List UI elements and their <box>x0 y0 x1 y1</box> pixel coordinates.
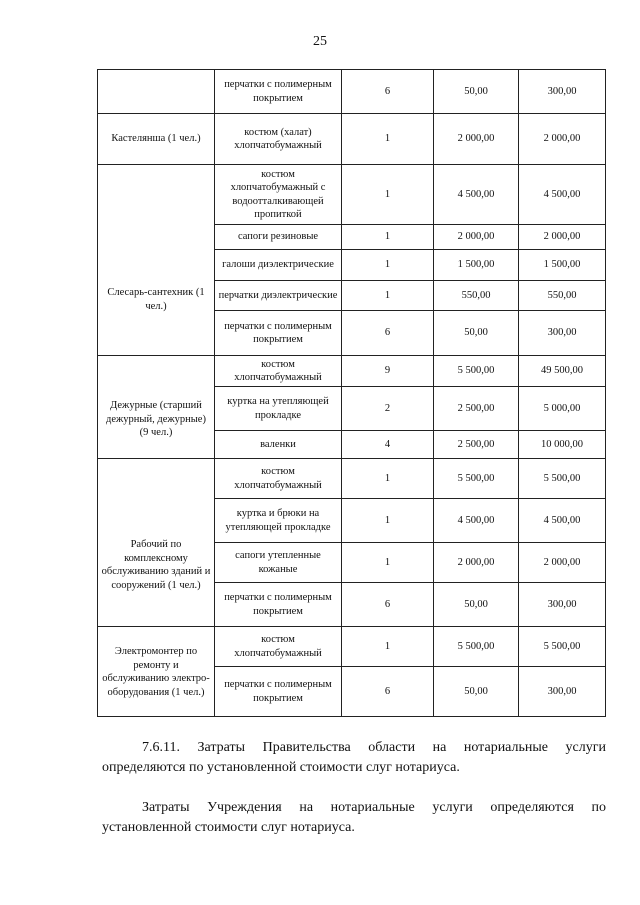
price-cell: 4 500,00 <box>434 499 519 543</box>
item-cell: куртка и брюки на утепляющей прокладке <box>215 499 342 543</box>
item-cell: валенки <box>215 431 342 459</box>
price-cell: 50,00 <box>434 311 519 356</box>
price-cell: 2 000,00 <box>434 543 519 583</box>
total-cell: 5 500,00 <box>519 459 606 499</box>
total-cell: 5 500,00 <box>519 627 606 667</box>
total-cell: 4 500,00 <box>519 165 606 225</box>
item-cell: сапоги резиновые <box>215 225 342 250</box>
qty-cell: 6 <box>342 667 434 717</box>
item-cell: сапоги утепленные кожаные <box>215 543 342 583</box>
table-row <box>98 114 606 165</box>
item-cell: перчатки с полимерным покрытием <box>215 311 342 356</box>
item-cell: куртка на утепляющей прокладке <box>215 387 342 431</box>
item-cell: костюм хлопчатобумажный <box>215 459 342 499</box>
price-cell: 5 500,00 <box>434 459 519 499</box>
total-cell: 300,00 <box>519 311 606 356</box>
total-cell: 1 500,00 <box>519 250 606 281</box>
price-cell: 50,00 <box>434 583 519 627</box>
item-cell: костюм хлопчатобумажный <box>215 627 342 667</box>
qty-cell: 1 <box>342 114 434 165</box>
price-cell: 2 500,00 <box>434 387 519 431</box>
total-cell: 4 500,00 <box>519 499 606 543</box>
price-cell: 1 500,00 <box>434 250 519 281</box>
item-cell: костюм хлопчатобумажный <box>215 356 342 387</box>
table-row <box>98 459 606 499</box>
position-cell <box>98 70 215 114</box>
item-cell: перчатки с полимерным покрытием <box>215 70 342 114</box>
qty-cell: 1 <box>342 627 434 667</box>
total-cell: 2 000,00 <box>519 114 606 165</box>
qty-cell: 2 <box>342 387 434 431</box>
price-cell: 2 000,00 <box>434 114 519 165</box>
item-cell: галоши диэлектрические <box>215 250 342 281</box>
total-cell: 550,00 <box>519 281 606 311</box>
qty-cell: 9 <box>342 356 434 387</box>
price-cell: 5 500,00 <box>434 356 519 387</box>
qty-cell: 6 <box>342 70 434 114</box>
item-cell: перчатки с полимерным покрытием <box>215 583 342 627</box>
position-cell: Дежурные (старший дежурный, дежурные) (9 чел.) <box>98 356 215 459</box>
item-cell: перчатки с полимерным покрытием <box>215 667 342 717</box>
clothing-cost-table <box>97 69 606 717</box>
total-cell: 10 000,00 <box>519 431 606 459</box>
qty-cell: 6 <box>342 311 434 356</box>
price-cell: 550,00 <box>434 281 519 311</box>
total-cell: 2 000,00 <box>519 225 606 250</box>
price-cell: 5 500,00 <box>434 627 519 667</box>
qty-cell: 6 <box>342 583 434 627</box>
item-cell: костюм хлопчатобумажный с водоотталкивающей пропиткой <box>215 165 342 225</box>
position-cell: Слесарь-сантехник (1 чел.) <box>98 165 215 356</box>
price-cell: 50,00 <box>434 667 519 717</box>
table-row <box>98 627 606 667</box>
total-cell: 5 000,00 <box>519 387 606 431</box>
table-row <box>98 70 606 114</box>
total-cell: 300,00 <box>519 583 606 627</box>
position-cell: Рабочий по комплексному обслуживанию зданий и сооружений (1 чел.) <box>98 459 215 627</box>
position-cell: Кастелянша (1 чел.) <box>98 114 215 165</box>
qty-cell: 4 <box>342 431 434 459</box>
item-cell: перчатки диэлектрические <box>215 281 342 311</box>
price-cell: 50,00 <box>434 70 519 114</box>
price-cell: 2 500,00 <box>434 431 519 459</box>
qty-cell: 1 <box>342 165 434 225</box>
paragraph-notary-institution: Затраты Учреждения на нотариальные услуги определяются по установленной стоимости слуг нотариуса. <box>102 800 606 835</box>
paragraph-notary-government: 7.6.11. Затраты Правительства области на нотариальные услуги определяются по установленной стоимости слуг нотариуса. <box>102 740 606 775</box>
page-number: 25 <box>313 34 327 49</box>
qty-cell: 1 <box>342 281 434 311</box>
position-cell: Электромонтер по ремонту и обслуживанию электро-оборудования (1 чел.) <box>98 627 215 717</box>
total-cell: 2 000,00 <box>519 543 606 583</box>
table-row <box>98 165 606 225</box>
item-cell: костюм (халат) хлопчатобумажный <box>215 114 342 165</box>
qty-cell: 1 <box>342 499 434 543</box>
total-cell: 300,00 <box>519 70 606 114</box>
table-row <box>98 356 606 387</box>
total-cell: 49 500,00 <box>519 356 606 387</box>
qty-cell: 1 <box>342 250 434 281</box>
qty-cell: 1 <box>342 459 434 499</box>
price-cell: 4 500,00 <box>434 165 519 225</box>
price-cell: 2 000,00 <box>434 225 519 250</box>
qty-cell: 1 <box>342 543 434 583</box>
total-cell: 300,00 <box>519 667 606 717</box>
qty-cell: 1 <box>342 225 434 250</box>
